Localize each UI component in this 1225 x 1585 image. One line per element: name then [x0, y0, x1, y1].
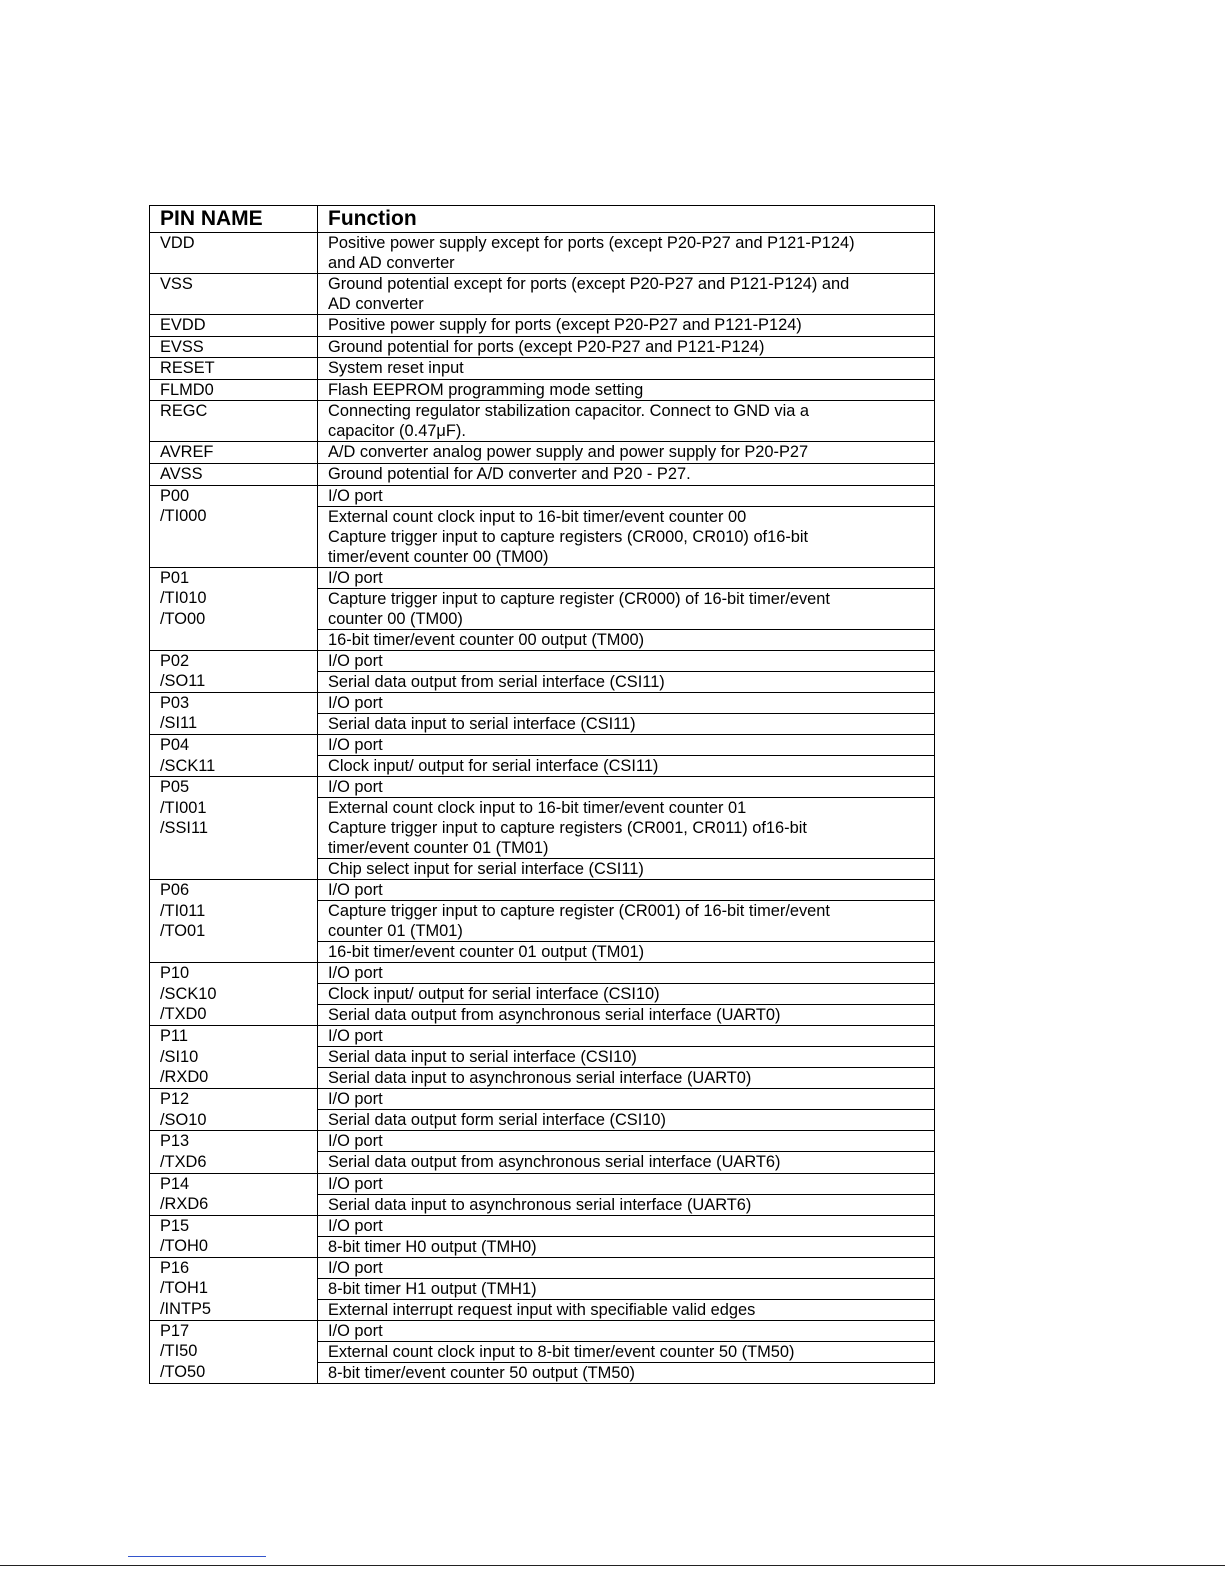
table-row: [150, 734, 935, 755]
pin-name-cell: [150, 401, 318, 442]
function-text: timer/event counter 00 (TM00): [328, 547, 549, 566]
function-text: AD converter: [328, 295, 424, 313]
function-text: 16-bit timer/event counter 00 output (TM00): [328, 630, 645, 649]
function-cell: [318, 963, 935, 984]
function-text: Positive power supply except for ports (except P20-P27 and P121-P124): [328, 234, 855, 252]
pin-name: FLMD0: [160, 380, 214, 399]
function-text: I/O port: [328, 1090, 383, 1109]
table-row: [150, 1215, 935, 1236]
pin-name: P04: [160, 735, 190, 754]
function-text: Clock input/ output for serial interface (CSI11): [328, 757, 659, 776]
pin-name: /TO50: [160, 1363, 206, 1382]
function-text: I/O port: [328, 1027, 383, 1046]
pin-name: RESET: [160, 359, 215, 378]
pin-name: P14: [160, 1174, 190, 1193]
pin-name: P00: [160, 486, 190, 505]
table-row: [150, 1320, 935, 1341]
pin-name-cell: [150, 442, 318, 464]
function-cell: [318, 1131, 935, 1152]
pin-name: /INTP5: [160, 1300, 212, 1319]
function-cell: [318, 1068, 935, 1089]
function-text: I/O port: [328, 1174, 383, 1193]
pin-name: /RXD0: [160, 1068, 209, 1087]
pin-function-table: [149, 205, 935, 1384]
pin-name-cell: [150, 233, 318, 274]
pin-name-cell: [150, 880, 318, 963]
table-row: [150, 1257, 935, 1278]
pin-name: P17: [160, 1321, 190, 1340]
pin-name: P15: [160, 1216, 190, 1235]
function-cell: [318, 1362, 935, 1383]
pin-name: /TO01: [160, 922, 206, 941]
pin-name: /TI50: [160, 1342, 198, 1361]
pin-name-cell: [150, 315, 318, 337]
table-row: [150, 692, 935, 713]
function-cell: [318, 1341, 935, 1362]
function-text: counter 01 (TM01): [328, 922, 463, 941]
pin-name: EVSS: [160, 337, 204, 356]
function-text: Capture trigger input to capture registers (CR000, CR010) of16-bit: [328, 527, 809, 546]
function-text: I/O port: [328, 568, 383, 587]
pin-name: P10: [160, 964, 190, 983]
function-text: Ground potential for ports (except P20-P27 and P121-P124): [328, 337, 765, 356]
pin-name: /TOH0: [160, 1237, 208, 1256]
function-cell: [318, 588, 935, 629]
function-text: Serial data output from serial interface (CSI11): [328, 672, 665, 691]
function-text: I/O port: [328, 1258, 383, 1277]
function-cell: [318, 336, 935, 358]
function-text: Serial data input to serial interface (CSI11): [328, 714, 636, 733]
function-text: Positive power supply for ports (except P20-P27 and P121-P124): [328, 316, 802, 334]
function-text: Serial data output from asynchronous serial interface (UART0): [328, 1006, 781, 1025]
pin-name: /SI11: [160, 714, 198, 733]
pin-name-cell: [150, 1131, 318, 1173]
function-header: Function: [318, 206, 935, 233]
function-text: Capture trigger input to capture registers (CR001, CR011) of16-bit: [328, 819, 807, 838]
function-cell: [318, 274, 935, 315]
function-cell: [318, 984, 935, 1005]
pin-name: P02: [160, 651, 190, 670]
function-cell: [318, 233, 935, 274]
table-header-row: [150, 206, 935, 233]
function-cell: [318, 315, 935, 337]
function-text: 16-bit timer/event counter 01 output (TM01): [328, 943, 645, 962]
function-cell: [318, 713, 935, 734]
function-cell: [318, 1320, 935, 1341]
table-row: [150, 1026, 935, 1047]
function-text: I/O port: [328, 1132, 383, 1151]
pin-name: VSS: [160, 275, 193, 293]
function-cell: [318, 1047, 935, 1068]
function-cell: [318, 1089, 935, 1110]
function-cell: [318, 1215, 935, 1236]
function-cell: [318, 942, 935, 963]
pin-name-cell: [150, 692, 318, 734]
function-text: 8-bit timer H1 output (TMH1): [328, 1279, 537, 1298]
pin-name-cell: [150, 777, 318, 880]
function-text: I/O port: [328, 735, 383, 754]
function-text: Ground potential for A/D converter and P20 - P27.: [328, 464, 691, 483]
function-cell: [318, 485, 935, 506]
pin-name: /RXD6: [160, 1195, 209, 1214]
pin-name-cell: [150, 1173, 318, 1215]
pin-name: EVDD: [160, 316, 206, 334]
table-row: [150, 1089, 935, 1110]
function-text: I/O port: [328, 1321, 383, 1340]
pin-name: /TXD0: [160, 1005, 207, 1024]
function-cell: [318, 1110, 935, 1131]
function-text: A/D converter analog power supply and power supply for P20-P27: [328, 443, 809, 462]
pin-name: P06: [160, 881, 190, 900]
table-row: [150, 336, 935, 358]
function-text: Serial data output from asynchronous serial interface (UART6): [328, 1153, 781, 1172]
function-cell: [318, 358, 935, 380]
pin-name-cell: [150, 485, 318, 567]
function-text: External count clock input to 16-bit timer/event counter 00: [328, 507, 747, 526]
function-cell: [318, 859, 935, 880]
function-text: System reset input: [328, 359, 464, 378]
function-text: Serial data input to serial interface (CSI10): [328, 1048, 637, 1067]
table-row: [150, 777, 935, 798]
function-text: Serial data output form serial interface (CSI10): [328, 1111, 666, 1130]
function-text: I/O port: [328, 964, 383, 983]
function-cell: [318, 671, 935, 692]
function-text: I/O port: [328, 1216, 383, 1235]
page-bottom-rule: [0, 1565, 1225, 1566]
pin-name-cell: [150, 336, 318, 358]
pin-name-cell: [150, 1089, 318, 1131]
table-row: [150, 463, 935, 485]
pin-name-cell: [150, 650, 318, 692]
function-text: Capture trigger input to capture register (CR000) of 16-bit timer/event: [328, 589, 830, 608]
function-text: Chip select input for serial interface (CSI11): [328, 860, 644, 879]
function-text: Connecting regulator stabilization capacitor. Connect to GND via a: [328, 402, 810, 421]
footer-link-underline: [128, 1556, 266, 1557]
function-cell: [318, 734, 935, 755]
function-text: Serial data input to asynchronous serial interface (UART6): [328, 1195, 752, 1214]
table-row: [150, 485, 935, 506]
function-text: External count clock input to 16-bit timer/event counter 01: [328, 799, 747, 818]
function-text: capacitor (0.47μF).: [328, 422, 466, 441]
pin-name: P11: [160, 1027, 188, 1046]
function-text: Capture trigger input to capture register (CR001) of 16-bit timer/event: [328, 902, 830, 921]
function-text: I/O port: [328, 778, 383, 797]
table-row: [150, 1173, 935, 1194]
function-cell: [318, 629, 935, 650]
function-cell: [318, 1236, 935, 1257]
pin-name: VDD: [160, 234, 195, 252]
function-cell: [318, 1005, 935, 1026]
pin-name-cell: [150, 1215, 318, 1257]
pin-name-cell: [150, 963, 318, 1026]
table-row: [150, 379, 935, 401]
pin-name: /SI10: [160, 1047, 199, 1066]
function-cell: [318, 798, 935, 859]
function-text: and AD converter: [328, 254, 455, 272]
table-row: [150, 315, 935, 337]
pin-name: AVSS: [160, 464, 203, 483]
pin-name: /SO10: [160, 1110, 207, 1129]
function-text: 8-bit timer H0 output (TMH0): [328, 1237, 537, 1256]
function-text: Ground potential except for ports (except P20-P27 and P121-P124) and: [328, 275, 850, 293]
pin-name: P16: [160, 1258, 190, 1277]
pin-name-header: PIN NAME: [150, 206, 318, 233]
table-row: [150, 358, 935, 380]
pin-name: REGC: [160, 402, 208, 421]
pin-name-cell: [150, 1026, 318, 1089]
function-text: I/O port: [328, 881, 383, 900]
pin-name: /TI001: [160, 798, 207, 817]
function-cell: [318, 1152, 935, 1173]
function-cell: [318, 1278, 935, 1299]
table-row: [150, 233, 935, 274]
function-cell: [318, 442, 935, 464]
table-row: [150, 401, 935, 442]
pin-name: /SO11: [160, 672, 206, 691]
function-text: I/O port: [328, 486, 383, 505]
function-text: External interrupt request input with specifiable valid edges: [328, 1300, 756, 1319]
function-cell: [318, 1173, 935, 1194]
function-cell: [318, 692, 935, 713]
table-row: [150, 963, 935, 984]
function-text: Flash EEPROM programming mode setting: [328, 380, 644, 399]
pin-name-cell: [150, 567, 318, 650]
pin-name-cell: [150, 734, 318, 776]
pin-name: P01: [160, 568, 190, 587]
function-text: Clock input/ output for serial interface (CSI10): [328, 985, 660, 1004]
function-text: External count clock input to 8-bit timer/event counter 50 (TM50): [328, 1342, 795, 1361]
function-cell: [318, 379, 935, 401]
function-text: counter 00 (TM00): [328, 609, 463, 628]
pin-name-cell: [150, 379, 318, 401]
function-cell: [318, 1257, 935, 1278]
table-body: [150, 233, 935, 1384]
function-cell: [318, 506, 935, 567]
pin-name-cell: [150, 463, 318, 485]
pin-name: P05: [160, 778, 190, 797]
table-row: [150, 274, 935, 315]
pin-name: /TI011: [160, 901, 206, 920]
pin-name: /SCK11: [160, 756, 216, 775]
function-cell: [318, 1194, 935, 1215]
pin-name-cell: [150, 274, 318, 315]
table-row: [150, 650, 935, 671]
pin-name: /SCK10: [160, 984, 217, 1003]
pin-name: AVREF: [160, 443, 214, 462]
function-cell: [318, 1026, 935, 1047]
table-row: [150, 567, 935, 588]
function-cell: [318, 401, 935, 442]
function-cell: [318, 777, 935, 798]
pin-name: P12: [160, 1090, 190, 1109]
pin-name-cell: [150, 358, 318, 380]
pin-name-cell: [150, 1257, 318, 1320]
pin-name: /TI010: [160, 589, 207, 608]
function-cell: [318, 1299, 935, 1320]
function-text: Serial data input to asynchronous serial interface (UART0): [328, 1069, 752, 1088]
function-cell: [318, 650, 935, 671]
function-cell: [318, 901, 935, 942]
pin-name: P13: [160, 1132, 190, 1151]
table-row: [150, 880, 935, 901]
table-row: [150, 1131, 935, 1152]
table-row: [150, 442, 935, 464]
pin-name: /TXD6: [160, 1152, 207, 1171]
function-text: I/O port: [328, 651, 383, 670]
function-cell: [318, 880, 935, 901]
pin-name-cell: [150, 1320, 318, 1383]
function-cell: [318, 463, 935, 485]
pin-name: /TI000: [160, 507, 207, 526]
pin-name: /SSI11: [160, 819, 208, 838]
pin-name: P03: [160, 693, 190, 712]
function-text: 8-bit timer/event counter 50 output (TM50): [328, 1363, 636, 1382]
function-text: timer/event counter 01 (TM01): [328, 839, 549, 858]
function-cell: [318, 567, 935, 588]
function-text: I/O port: [328, 693, 383, 712]
function-cell: [318, 756, 935, 777]
pin-name: /TOH1: [160, 1279, 208, 1298]
pin-name: /TO00: [160, 609, 206, 628]
